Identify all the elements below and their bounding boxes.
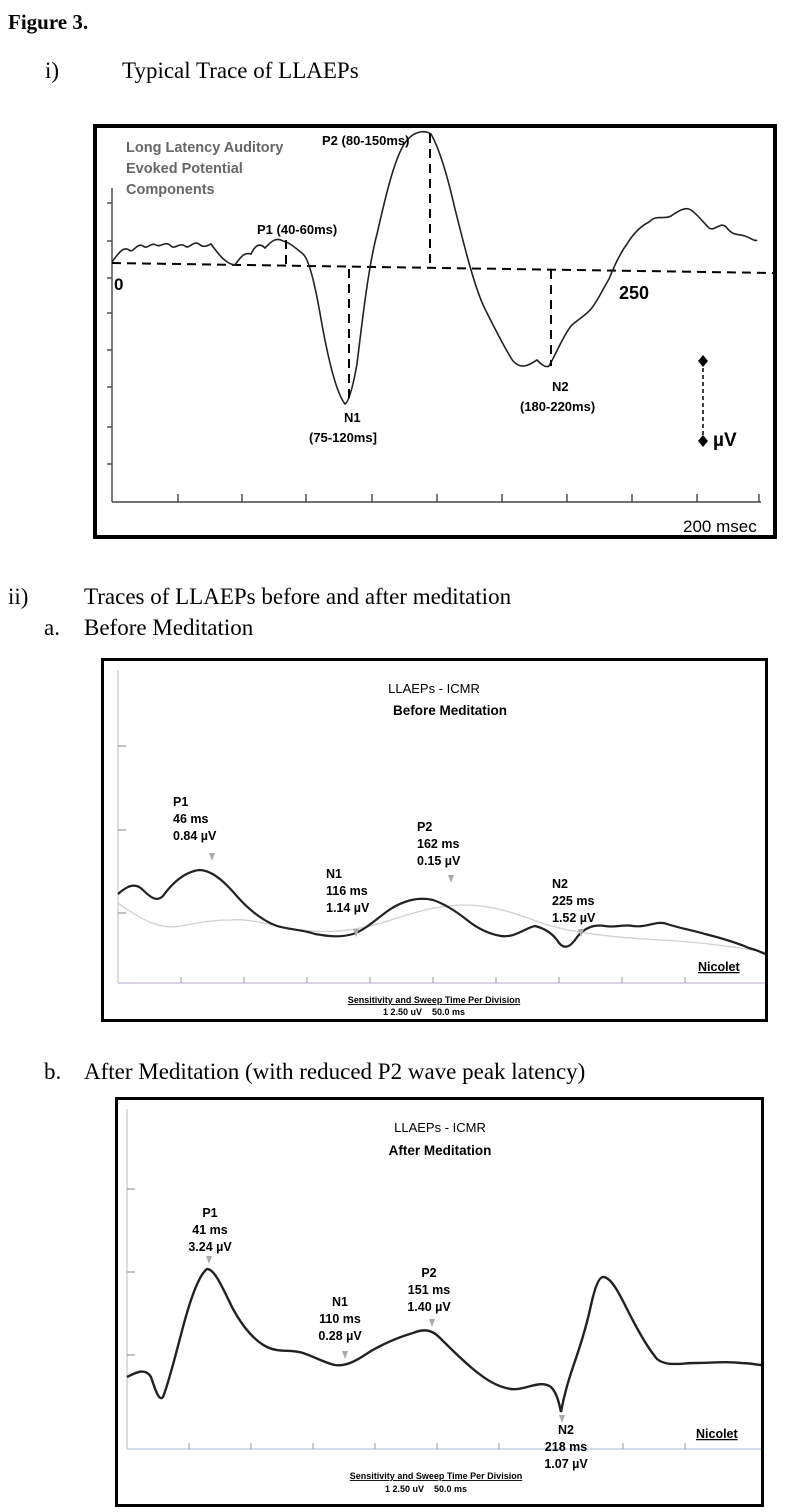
part-i-heading: Typical Trace of LLAEPs — [122, 58, 359, 83]
figure-title: Figure 3. — [8, 10, 89, 34]
part-b-marker: b. — [44, 1059, 62, 1084]
before-p2-latency: 162 ms — [417, 837, 460, 851]
before-panel-subtitle: Before Meditation — [392, 703, 508, 718]
legend-line-3: Components — [126, 182, 215, 198]
origin-label: 0 — [114, 275, 124, 294]
p1-label: P1 (40-60ms) — [257, 222, 338, 237]
n1-range: (75-120ms] — [309, 430, 377, 445]
before-p2-amplitude: 0.15 µV — [417, 854, 461, 868]
before-panel-title: LLAEPs - ICMR — [388, 681, 480, 696]
after-p2-name: P2 — [421, 1266, 437, 1280]
after-p1-amplitude: 3.24 µV — [188, 1240, 232, 1254]
part-b-heading: After Meditation (with reduced P2 wave peak latency) — [84, 1059, 586, 1084]
after-brand-label: Nicolet — [696, 1427, 738, 1441]
before-p1-name: P1 — [173, 795, 189, 809]
after-p2-latency: 151 ms — [407, 1283, 451, 1297]
before-p2-name: P2 — [417, 820, 433, 834]
before-n2-latency: 225 ms — [552, 894, 595, 908]
before-p1-amplitude: 0.84 µV — [173, 829, 217, 843]
part-ii-heading: Traces of LLAEPs before and after meditation — [84, 584, 512, 609]
typical-trace-panel — [93, 124, 777, 539]
after-footer-title: Sensitivity and Sweep Time Per Division — [349, 1471, 523, 1481]
before-footer-values: 1 2.50 uV 50.0 ms — [382, 1007, 466, 1017]
n2-name: N2 — [552, 379, 569, 394]
after-n1-name: N1 — [332, 1295, 348, 1309]
legend-line-1: Long Latency Auditory — [126, 140, 284, 156]
after-p2-amplitude: 1.40 µV — [407, 1300, 451, 1314]
part-i-marker: i) — [45, 58, 60, 83]
before-brand-label: Nicolet — [698, 960, 740, 974]
uv-unit-label: µV — [713, 430, 737, 451]
before-footer-title: Sensitivity and Sweep Time Per Division — [347, 995, 521, 1005]
after-n1-latency: 110 ms — [319, 1312, 361, 1326]
before-n2-name: N2 — [552, 877, 568, 891]
p2-label: P2 (80-150ms) — [322, 133, 410, 148]
after-p1-name: P1 — [202, 1206, 218, 1220]
after-footer-values: 1 2.50 uV 50.0 ms — [384, 1484, 468, 1494]
before-n1-latency: 116 ms — [326, 884, 368, 898]
n1-name: N1 — [344, 410, 361, 425]
mark-250-label: 250 — [619, 283, 650, 303]
n2-range: (180-220ms) — [520, 399, 596, 414]
after-n2-latency: 218 ms — [544, 1440, 588, 1454]
legend-line-2: Evoked Potential — [126, 161, 243, 177]
before-meditation-panel — [101, 658, 768, 1022]
before-n1-name: N1 — [326, 867, 342, 881]
part-a-marker: a. — [44, 615, 60, 640]
after-panel-subtitle: After Meditation — [388, 1143, 492, 1158]
after-p1-latency: 41 ms — [192, 1223, 228, 1237]
after-meditation-panel — [115, 1097, 764, 1507]
before-n1-amplitude: 1.14 µV — [326, 901, 370, 915]
after-n2-amplitude: 1.07 µV — [544, 1457, 588, 1471]
before-p1-latency: 46 ms — [173, 812, 209, 826]
part-a-heading: Before Meditation — [84, 615, 254, 640]
part-ii-marker: ii) — [8, 584, 29, 609]
before-n2-amplitude: 1.52 µV — [552, 911, 596, 925]
after-panel-title: LLAEPs - ICMR — [394, 1120, 486, 1135]
after-n1-amplitude: 0.28 µV — [318, 1329, 362, 1343]
after-n2-name: N2 — [558, 1423, 574, 1437]
time-scale-label: 200 msec — [683, 517, 757, 536]
